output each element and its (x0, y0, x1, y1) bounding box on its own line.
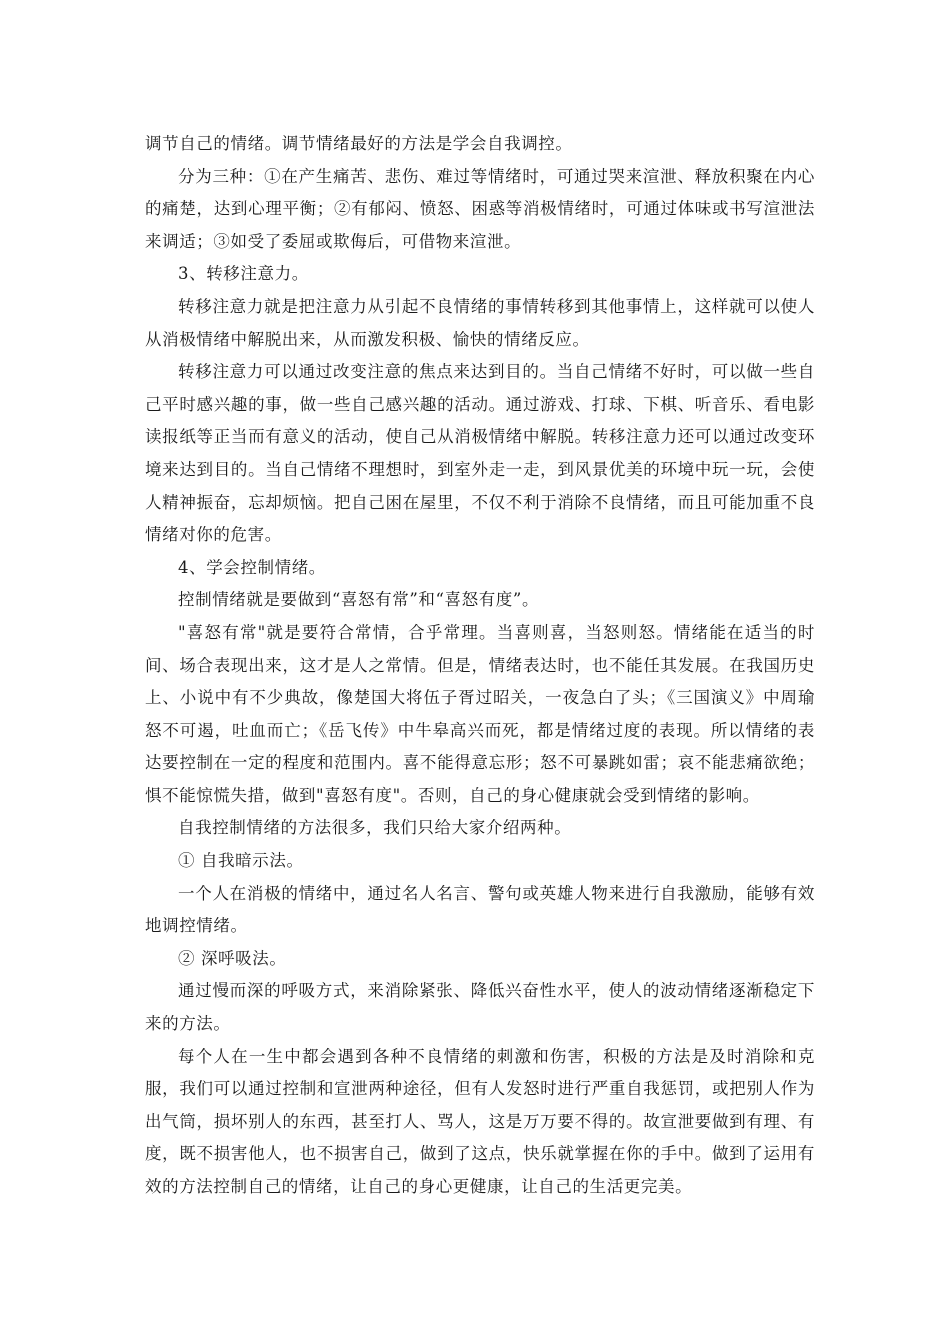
paragraph: 控制情绪就是要做到“喜怒有常”和“喜怒有度”。 (178, 590, 540, 610)
paragraph-continuation: 调节自己的情绪。调节情绪最好的方法是学会自我调控。 (145, 134, 573, 153)
paragraph: "喜怒有常"就是要符合常情，合乎常理。当喜则喜，当怒则怒。情绪能在适当的时间、场合表现出来，这才是人之常情。但是，情绪表达时，也不能任其发展。在我国历史上、小说中有不少典故，像楚国大将伍子胥过昭关，一夜急白了头；《三国演义》中周瑜怒不可遏，吐血而亡；《岳飞传》中牛皋高兴而死，都是情绪过度的表现。所以情绪的表达要控制在一定的程度和范围内。喜不能得意忘形；怒不可暴跳如雷；哀不能悲痛欲绝；惧不能惊慌失措，做到"喜怒有度"。否则，自己的身心健康就会受到情绪的影响。 (145, 622, 815, 805)
section-heading-4: 4、学会控制情绪。 (178, 557, 326, 577)
paragraph: 转移注意力可以通过改变注意的焦点来达到目的。当自己情绪不好时，可以做一些自己平时感兴趣的事，做一些自己感兴趣的活动。通过游戏、打球、下棋、听音乐、看电影读报纸等正当而有意义的活动，使自己从消极情绪中解脱。转移注意力还可以通过改变环境来达到目的。当自己情绪不理想时，到室外走一走，到风景优美的环境中玩一玩，会使人精神振奋，忘却烦恼。把自己困在屋里，不仅不利于消除不良情绪，而且可能加重不良情绪对你的危害。 (145, 362, 815, 545)
paragraph-three-methods: 分为三种：①在产生痛苦、悲伤、难过等情绪时，可通过哭来渲泄、释放积聚在内心的痛楚，达到心理平衡；②有郁闷、愤怒、困惑等消极情绪时，可通过体味或书写渲泄法来调适；③如受了委屈或欺侮后，可借物来渲泄。 (145, 166, 815, 251)
section-heading-3: 3、转移注意力。 (178, 264, 309, 284)
method-heading-2: ② 深呼吸法。 (178, 948, 287, 968)
document-body (145, 128, 815, 1204)
paragraph-conclusion: 每个人在一生中都会遇到各种不良情绪的刺激和伤害，积极的方法是及时消除和克服，我们可以通过控制和宣泄两种途径，但有人发怒时进行严重自我惩罚，或把别人作为出气筒，损坏别人的东西，甚至打人、骂人，这是万万要不得的。故宣泄要做到有理、有度，既不损害他人，也不损害自己，做到了这点，快乐就掌握在你的手中。做到了运用有效的方法控制自己的情绪，让自己的身心更健康，让自己的生活更完美。 (145, 1046, 815, 1196)
paragraph: 转移注意力就是把注意力从引起不良情绪的事情转移到其他事情上，这样就可以使人从消极情绪中解脱出来，从而激发积极、愉快的情绪反应。 (145, 296, 815, 349)
paragraph: 自我控制情绪的方法很多，我们只给大家介绍两种。 (178, 818, 572, 838)
paragraph: 通过慢而深的呼吸方式，来消除紧张、降低兴奋性水平，使人的波动情绪逐渐稳定下来的方法。 (145, 981, 815, 1034)
method-heading-1: ① 自我暗示法。 (178, 851, 304, 871)
paragraph: 一个人在消极的情绪中，通过名人名言、警句或英雄人物来进行自我激励，能够有效地调控情绪。 (145, 883, 815, 936)
